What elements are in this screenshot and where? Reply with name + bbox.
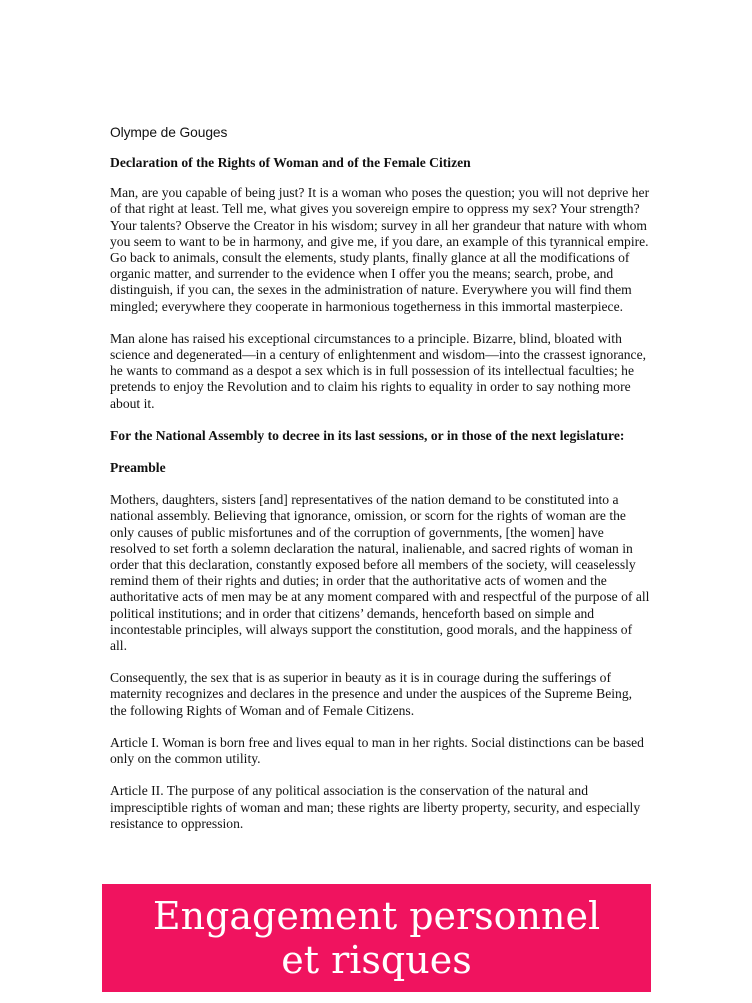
article-two: Article II. The purpose of any political association is the conservation of the natural and impresciptible rights of woman and man; these rights are liberty property, security, and especially resistance to oppression. xyxy=(110,783,641,831)
document-body xyxy=(110,124,650,848)
article-one: Article I. Woman is born free and lives equal to man in her rights. Social distinctions can be based only on the common utility. xyxy=(110,734,644,767)
banner-line-2: et risques xyxy=(281,938,472,982)
body-paragraph: Man, are you capable of being just? It is a woman who poses the question; you will not deprive her of that right at least. Tell me, what gives you sovereign empire to oppress my sex? Your strength? Your talents? Observe the Creator in his wisdom; survey in all her grandeur that nature with whom you seem to want to be in harmony, and give me, if you dare, an example of this tyrannical empire. Go back to animals, consult the elements, study plants, finally glance at all the modifications of organic matter, and surrender to the evidence when I offer you the means; search, probe, and distinguish, if you can, the sexes in the administration of nature. Everywhere you will find them mingled; everywhere they cooperate in harmonious togetherness in this immortal masterpiece. xyxy=(110,185,650,314)
preamble-heading: Preamble xyxy=(110,460,166,476)
assembly-heading: For the National Assembly to decree in its last sessions, or in those of the next legislature: xyxy=(110,427,625,443)
preamble-paragraph: Consequently, the sex that is as superior in beauty as it is in courage during the sufferings of maternity recognizes and declares in the presence and under the auspices of the Supreme Being, the following Rights of Woman and of Female Citizens. xyxy=(110,670,633,718)
body-paragraph: Man alone has raised his exceptional circumstances to a principle. Bizarre, blind, bloated with science and degenerated—in a century of enlightenment and wisdom—into the crassest ignorance, he wants to command as a despot a sex which is in full possession of its intellectual faculties; he pretends to enjoy the Revolution and to claim his rights to equality in order to say nothing more about it. xyxy=(110,330,647,411)
preamble-paragraph: Mothers, daughters, sisters [and] representatives of the nation demand to be constituted into a national assembly. Believing that ignorance, omission, or scorn for the rights of woman are the only causes of public misfortunes and of the corruption of governments, [the women] have resolved to set forth a solemn declaration the natural, inalienable, and sacred rights of woman in order that this declaration, constantly exposed before all members of the society, will ceaselessly remind them of their rights and duties; in order that the authoritative acts of women and the authoritative acts of men may be at any moment compared with and respectful of the purpose of all political institutions; and in order that citizens’ demands, henceforth based on simple and incontestable principles, will always support the constitution, good morals, and the happiness of all. xyxy=(110,492,650,654)
document-title: Declaration of the Rights of Woman and of the Female Citizen xyxy=(110,155,471,170)
banner-line-1: Engagement personnel xyxy=(152,894,601,938)
author-name: Olympe de Gouges xyxy=(110,125,228,140)
title-banner xyxy=(102,884,651,992)
